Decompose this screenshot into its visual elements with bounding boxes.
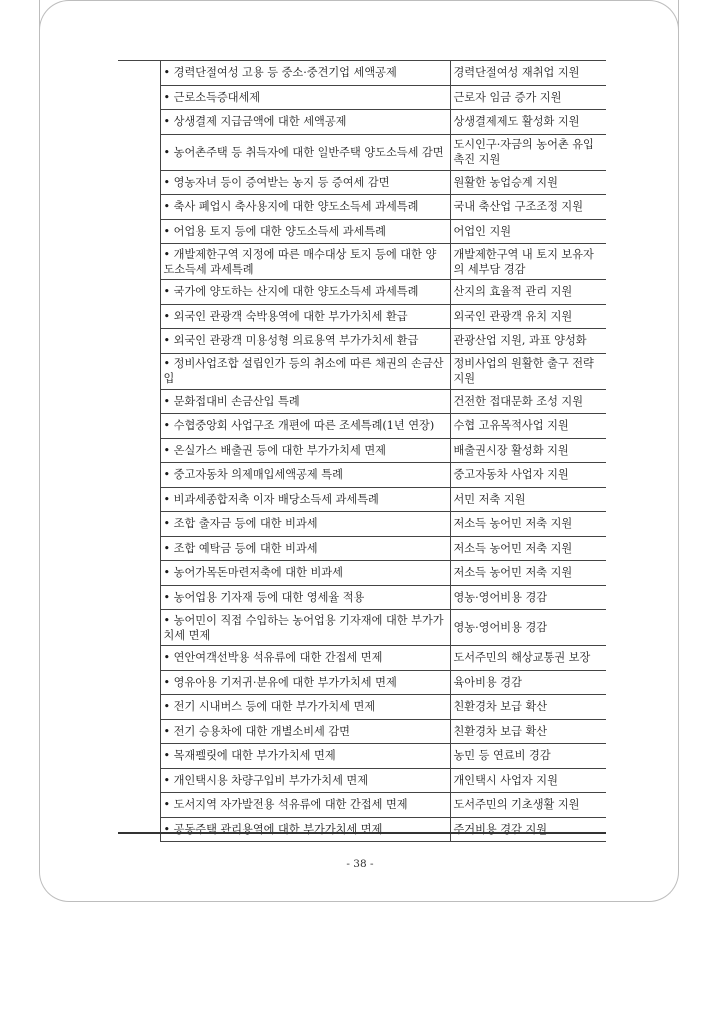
table-row	[118, 463, 606, 488]
tax-item-cell: • 축사 폐업시 축사용지에 대한 양도소득세 과세특례	[160, 195, 450, 220]
table-row	[118, 487, 606, 512]
table-row	[118, 768, 606, 793]
tax-item-cell: • 문화접대비 손금산입 특례	[160, 389, 450, 414]
tax-item-cell: • 경력단절여성 고용 등 중소·중견기업 세액공제	[160, 61, 450, 86]
purpose-cell: 배출권시장 활성화 지원	[450, 438, 606, 463]
purpose-cell: 원활한 농업승계 지원	[450, 170, 606, 195]
purpose-cell: 경력단절여성 재취업 지원	[450, 61, 606, 86]
purpose-cell: 외국인 관광객 유치 지원	[450, 304, 606, 329]
purpose-cell: 저소득 농어민 저축 지원	[450, 561, 606, 586]
table-row	[118, 219, 606, 244]
purpose-cell: 국내 축산업 구조조정 지원	[450, 195, 606, 220]
tax-item-cell: • 농어업용 기자재 등에 대한 영세율 적용	[160, 585, 450, 610]
purpose-cell: 산지의 효율적 관리 지원	[450, 280, 606, 305]
category-cell	[118, 561, 160, 586]
table-row	[118, 195, 606, 220]
category-cell	[118, 695, 160, 720]
purpose-cell: 개발제한구역 내 토지 보유자의 세부담 경감	[450, 244, 606, 280]
table-row	[118, 244, 606, 280]
tax-item-cell: • 영농자녀 등이 증여받는 농지 등 증여세 감면	[160, 170, 450, 195]
tax-item-cell: • 전기 시내버스 등에 대한 부가가치세 면제	[160, 695, 450, 720]
purpose-cell: 도서주민의 해상교통권 보장	[450, 646, 606, 671]
category-cell	[118, 244, 160, 280]
category-cell	[118, 719, 160, 744]
category-cell	[118, 463, 160, 488]
purpose-cell: 건전한 접대문화 조성 지원	[450, 389, 606, 414]
tax-item-cell: • 국가에 양도하는 산지에 대한 양도소득세 과세특례	[160, 280, 450, 305]
category-cell	[118, 744, 160, 769]
purpose-cell: 주거비용 경감 지원	[450, 817, 606, 842]
table-bottom-rule	[118, 832, 606, 834]
tax-item-cell: • 농어촌주택 등 취득자에 대한 일반주택 양도소득세 감면	[160, 134, 450, 170]
category-cell	[118, 536, 160, 561]
table-row	[118, 817, 606, 842]
purpose-cell: 도시인구·자금의 농어촌 유입 촉진 지원	[450, 134, 606, 170]
category-cell	[118, 585, 160, 610]
purpose-cell: 수협 고유목적사업 지원	[450, 414, 606, 439]
purpose-cell: 정비사업의 원활한 출구 전략 지원	[450, 353, 606, 389]
table-row	[118, 561, 606, 586]
table-row	[118, 793, 606, 818]
table-row	[118, 512, 606, 537]
purpose-cell: 상생결제제도 활성화 지원	[450, 110, 606, 135]
table-row	[118, 304, 606, 329]
tax-item-cell: • 연안여객선박용 석유류에 대한 간접세 면제	[160, 646, 450, 671]
category-cell	[118, 817, 160, 842]
category-cell	[118, 670, 160, 695]
purpose-cell: 근로자 임금 증가 지원	[450, 85, 606, 110]
tax-item-cell: • 영유아용 기저귀·분유에 대한 부가가치세 면제	[160, 670, 450, 695]
purpose-cell: 도서주민의 기초생활 지원	[450, 793, 606, 818]
tax-item-cell: • 도서지역 자가발전용 석유류에 대한 간접세 면제	[160, 793, 450, 818]
category-cell	[118, 389, 160, 414]
tax-item-cell: • 공동주택 관리용역에 대한 부가가치세 면제	[160, 817, 450, 842]
category-cell	[118, 61, 160, 86]
table-body	[118, 61, 606, 842]
category-cell	[118, 110, 160, 135]
table-row	[118, 110, 606, 135]
tax-item-cell: • 중고자동차 의제매입세액공제 특례	[160, 463, 450, 488]
category-cell	[118, 195, 160, 220]
table-row	[118, 438, 606, 463]
purpose-cell: 영농·영어비용 경감	[450, 585, 606, 610]
tax-item-cell: • 비과세종합저축 이자 배당소득세 과세특례	[160, 487, 450, 512]
category-cell	[118, 280, 160, 305]
table-row	[118, 670, 606, 695]
table-row	[118, 695, 606, 720]
table-row	[118, 85, 606, 110]
tax-item-cell: • 어업용 토지 등에 대한 양도소득세 과세특례	[160, 219, 450, 244]
tax-item-cell: • 근로소득증대세제	[160, 85, 450, 110]
purpose-cell: 저소득 농어민 저축 지원	[450, 512, 606, 537]
table-row	[118, 329, 606, 354]
category-cell	[118, 353, 160, 389]
category-cell	[118, 793, 160, 818]
table-row	[118, 353, 606, 389]
tax-item-cell: • 전기 승용차에 대한 개별소비세 감면	[160, 719, 450, 744]
tax-item-cell: • 수협중앙회 사업구조 개편에 따른 조세특례(1년 연장)	[160, 414, 450, 439]
tax-item-cell: • 개인택시용 차량구입비 부가가치세 면제	[160, 768, 450, 793]
category-cell	[118, 610, 160, 646]
purpose-cell: 개인택시 사업자 지원	[450, 768, 606, 793]
tax-item-cell: • 외국인 관광객 미용성형 의료용역 부가가치세 환급	[160, 329, 450, 354]
category-cell	[118, 438, 160, 463]
table-row	[118, 719, 606, 744]
category-cell	[118, 646, 160, 671]
purpose-cell: 육아비용 경감	[450, 670, 606, 695]
tax-item-cell: • 온실가스 배출권 등에 대한 부가가치세 면제	[160, 438, 450, 463]
tax-item-cell: • 목재펠릿에 대한 부가가치세 면제	[160, 744, 450, 769]
purpose-cell: 어업인 지원	[450, 219, 606, 244]
tax-item-cell: • 상생결제 지급금액에 대한 세액공제	[160, 110, 450, 135]
purpose-cell: 영농·영어비용 경감	[450, 610, 606, 646]
table-row	[118, 585, 606, 610]
purpose-cell: 관광산업 지원, 과표 양성화	[450, 329, 606, 354]
table-row	[118, 536, 606, 561]
category-cell	[118, 768, 160, 793]
table-row	[118, 280, 606, 305]
table-row	[118, 170, 606, 195]
purpose-cell: 저소득 농어민 저축 지원	[450, 536, 606, 561]
category-cell	[118, 329, 160, 354]
tax-item-cell: • 조합 출자금 등에 대한 비과세	[160, 512, 450, 537]
table-row	[118, 61, 606, 86]
page-number: - 38 -	[346, 858, 374, 870]
category-cell	[118, 304, 160, 329]
category-cell	[118, 414, 160, 439]
purpose-cell: 중고자동차 사업자 지원	[450, 463, 606, 488]
table-row	[118, 414, 606, 439]
purpose-cell: 서민 저축 지원	[450, 487, 606, 512]
category-cell	[118, 219, 160, 244]
table-row	[118, 610, 606, 646]
category-cell	[118, 512, 160, 537]
purpose-cell: 농민 등 연료비 경감	[450, 744, 606, 769]
category-cell	[118, 170, 160, 195]
table-row	[118, 389, 606, 414]
table-row	[118, 744, 606, 769]
tax-item-cell: • 개발제한구역 지정에 따른 매수대상 토지 등에 대한 양도소득세 과세특례	[160, 244, 450, 280]
table-row	[118, 134, 606, 170]
purpose-cell: 친환경차 보급 확산	[450, 695, 606, 720]
tax-item-cell: • 외국인 관광객 숙박용역에 대한 부가가치세 환급	[160, 304, 450, 329]
tax-item-cell: • 농어가목돈마련저축에 대한 비과세	[160, 561, 450, 586]
tax-item-cell: • 정비사업조합 설립인가 등의 취소에 따른 채권의 손금산입	[160, 353, 450, 389]
category-cell	[118, 134, 160, 170]
category-cell	[118, 85, 160, 110]
table-row	[118, 646, 606, 671]
category-cell	[118, 487, 160, 512]
tax-item-cell: • 농어민이 직접 수입하는 농어업용 기자재에 대한 부가가치세 면제	[160, 610, 450, 646]
purpose-cell: 친환경차 보급 확산	[450, 719, 606, 744]
tax-item-cell: • 조합 예탁금 등에 대한 비과세	[160, 536, 450, 561]
tax-benefit-table	[118, 60, 606, 842]
